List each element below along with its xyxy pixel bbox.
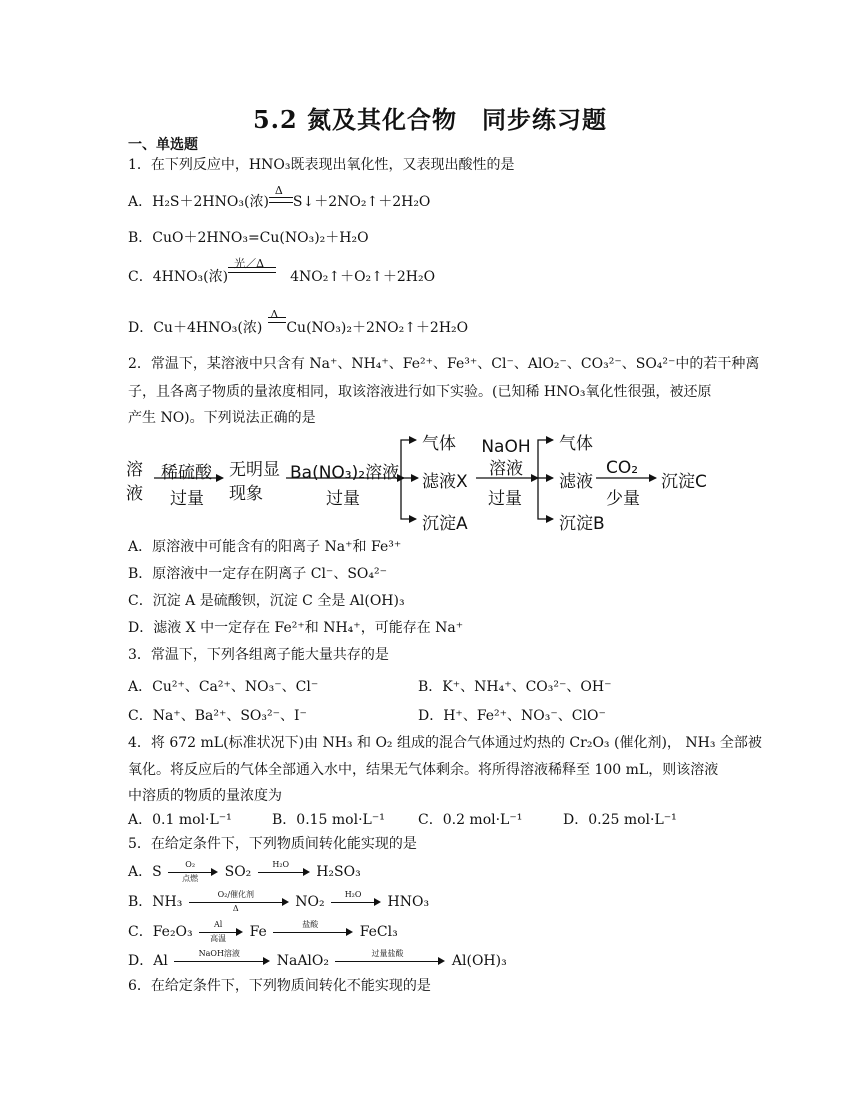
q5-stem: 5．在给定条件下，下列物质间转化能实现的是 (128, 836, 417, 852)
flow-precip-c: 沉淀C (661, 472, 707, 492)
reaction-arrow-icon (174, 949, 270, 967)
page-title: 5.2 氮及其化合物 同步练习题 (252, 105, 608, 134)
q1-d-equals (268, 308, 286, 332)
q1-d-left: D．Cu＋4HNO₃(浓) (128, 320, 263, 336)
flow-branch-gas1 (401, 440, 416, 478)
reaction-arrow-icon (273, 920, 353, 938)
q5-c-reactant: C．Fe₂O₃ (128, 924, 193, 940)
q5-d-intermediate: NaAlO₂ (276, 953, 329, 969)
q2-option-a: A．原溶液中可能含有的阳离子 Na⁺和 Fe³⁺ (128, 539, 402, 555)
q1-a-left: A．H₂S＋2HNO₃(浓) (128, 194, 269, 210)
q5-d-product: Al(OH)₃ (451, 953, 507, 969)
q5-b-cond2-above: H₂O (344, 890, 362, 899)
flow-branch-gas2 (538, 440, 553, 478)
flow-step3-top: NaOH溶液 (481, 437, 531, 479)
q2-option-b: B．原溶液中一定存在阴离子 Cl⁻、SO₄²⁻ (128, 566, 387, 582)
q5-d-reactant: D．Al (128, 953, 168, 969)
flow-step3-bottom: 过量 (488, 489, 522, 509)
q2-stem-line2: 子，且各离子物质的量浓度相同，取该溶液进行如下实验。(已知稀 HNO₃氧化性很强，被还原 (128, 384, 712, 400)
flow-start: 溶液 (126, 460, 143, 504)
q1-c-cond: 光／Δ (234, 257, 265, 270)
flow-step4-bottom: 少量 (606, 489, 640, 509)
q1-c-left: C．4HNO₃(浓) (128, 269, 229, 285)
q1-d-cond: Δ (270, 308, 279, 321)
flow-step2-top: Ba(NO₃)₂溶液 (290, 463, 400, 483)
q1-option-c (128, 257, 436, 286)
double-line-icon (228, 267, 276, 273)
q5-a-cond1-below: 点燃 (182, 874, 199, 883)
q5-b-cond1-below: Δ (232, 904, 239, 913)
q1-a-cond: Δ (274, 184, 283, 197)
q5-b-product: HNO₃ (387, 894, 430, 910)
flow-step4-top: CO₂ (606, 458, 639, 478)
q6-stem: 6．在给定条件下，下列物质间转化不能实现的是 (128, 978, 431, 994)
q2-option-d: D．滤液 X 中一定存在 Fe²⁺和 NH₄⁺，可能存在 Na⁺ (128, 620, 464, 636)
q4-option-a: A．0.1 mol·L⁻¹ (128, 812, 232, 828)
reaction-arrow-icon (258, 860, 310, 878)
q4-option-b: B．0.15 mol·L⁻¹ (272, 812, 385, 828)
flow-step1-bottom: 过量 (170, 489, 204, 509)
q5-option-b (128, 890, 430, 913)
q5-a-product: H₂SO₃ (316, 864, 361, 880)
section-heading: 一、单选题 (128, 137, 198, 153)
q5-c-cond2-above: 盐酸 (302, 920, 319, 929)
q3-option-d: D．H⁺、Fe²⁺、NO₃⁻、ClO⁻ (418, 708, 606, 724)
q5-b-reactant: B．NH₃ (128, 894, 183, 910)
reaction-arrow-icon (168, 860, 218, 883)
q1-c-right: 4NO₂↑＋O₂↑＋2H₂O (290, 269, 436, 285)
experiment-flowchart (126, 428, 726, 533)
q5-c-intermediate: Fe (249, 924, 267, 940)
q5-b-cond1-above: O₂/催化剂 (217, 890, 255, 899)
flow-branch-precipb (538, 478, 553, 519)
q5-b-intermediate: NO₂ (295, 894, 325, 910)
q3-stem: 3．常温下，下列各组离子能大量共存的是 (128, 647, 389, 663)
double-line-icon (269, 197, 293, 203)
q4-option-d: D．0.25 mol·L⁻¹ (563, 812, 677, 828)
q5-option-a (128, 860, 361, 883)
q4-stem-line1: 4．将 672 mL(标准状况下)由 NH₃ 和 O₂ 组成的混合气体通过灼热的 Cr₂O₃ (催化剂)， NH₃ 全部被 (128, 735, 762, 751)
reaction-arrow-icon (199, 920, 243, 943)
flow-precip-a: 沉淀A (422, 514, 468, 534)
reaction-arrow-icon (331, 890, 381, 908)
flow-observe: 无明显现象 (229, 460, 280, 504)
q1-stem: 1．在下列反应中，HNO₃既表现出氧化性，又表现出酸性的是 (128, 157, 515, 173)
q1-option-a (128, 184, 431, 211)
q1-option-d (128, 308, 469, 337)
q2-option-c: C．沉淀 A 是硫酸钡，沉淀 C 全是 Al(OH)₃ (128, 593, 405, 609)
double-line-icon (268, 317, 286, 323)
flow-filtrate: 滤液 (559, 472, 593, 492)
flow-step2-bottom: 过量 (326, 489, 360, 509)
q5-c-cond1-above: Al (213, 920, 223, 929)
flow-gas1: 气体 (422, 434, 456, 454)
q4-stem-line3: 中溶质的物质的量浓度为 (128, 788, 282, 804)
q5-c-product: FeCl₃ (359, 924, 398, 940)
q1-c-equals (228, 257, 276, 281)
flow-step1-top: 稀硫酸 (161, 463, 212, 483)
q3-option-a: A．Cu²⁺、Ca²⁺、NO₃⁻、Cl⁻ (128, 679, 319, 695)
flow-gas2: 气体 (559, 434, 593, 454)
q5-option-d (128, 949, 507, 970)
q3-option-c: C．Na⁺、Ba²⁺、SO₃²⁻、I⁻ (128, 708, 307, 724)
q5-a-cond1-above: O₂ (185, 860, 196, 869)
q2-stem-line3: 产生 NO)。下列说法正确的是 (128, 410, 316, 426)
q5-a-reactant: A．S (128, 864, 162, 880)
q1-a-equals (269, 184, 293, 206)
reaction-arrow-icon (335, 949, 445, 967)
flow-precip-b: 沉淀B (559, 514, 605, 534)
flow-filtrate-x: 滤液X (422, 472, 468, 492)
q2-stem-line1: 2．常温下，某溶液中只含有 Na⁺、NH₄⁺、Fe²⁺、Fe³⁺、Cl⁻、AlO₂⁻、CO₃²⁻、SO₄²⁻中的若干种离 (128, 356, 760, 372)
q5-option-c (128, 920, 398, 943)
q5-a-cond2-above: H₂O (272, 860, 290, 869)
q4-stem-line2: 氧化。将反应后的气体全部通入水中，结果无气体剩余。将所得溶液稀释至 100 mL，则该溶液 (128, 762, 719, 778)
q5-a-intermediate: SO₂ (224, 864, 252, 880)
q5-d-cond1-above: NaOH溶液 (198, 949, 240, 958)
q1-option-b: B．CuO＋2HNO₃=Cu(NO₃)₂＋H₂O (128, 230, 369, 246)
q3-option-b: B．K⁺、NH₄⁺、CO₃²⁻、OH⁻ (418, 679, 612, 695)
q5-d-cond2-above: 过量盐酸 (371, 949, 404, 958)
q5-c-cond1-below: 高温 (210, 934, 227, 943)
flow-branch-precipa (401, 478, 416, 519)
q1-a-right: S↓＋2NO₂↑＋2H₂O (292, 194, 431, 210)
q4-option-c: C．0.2 mol·L⁻¹ (418, 812, 523, 828)
reaction-arrow-icon (189, 890, 289, 913)
q1-d-right: Cu(NO₃)₂＋2NO₂↑＋2H₂O (286, 320, 469, 336)
